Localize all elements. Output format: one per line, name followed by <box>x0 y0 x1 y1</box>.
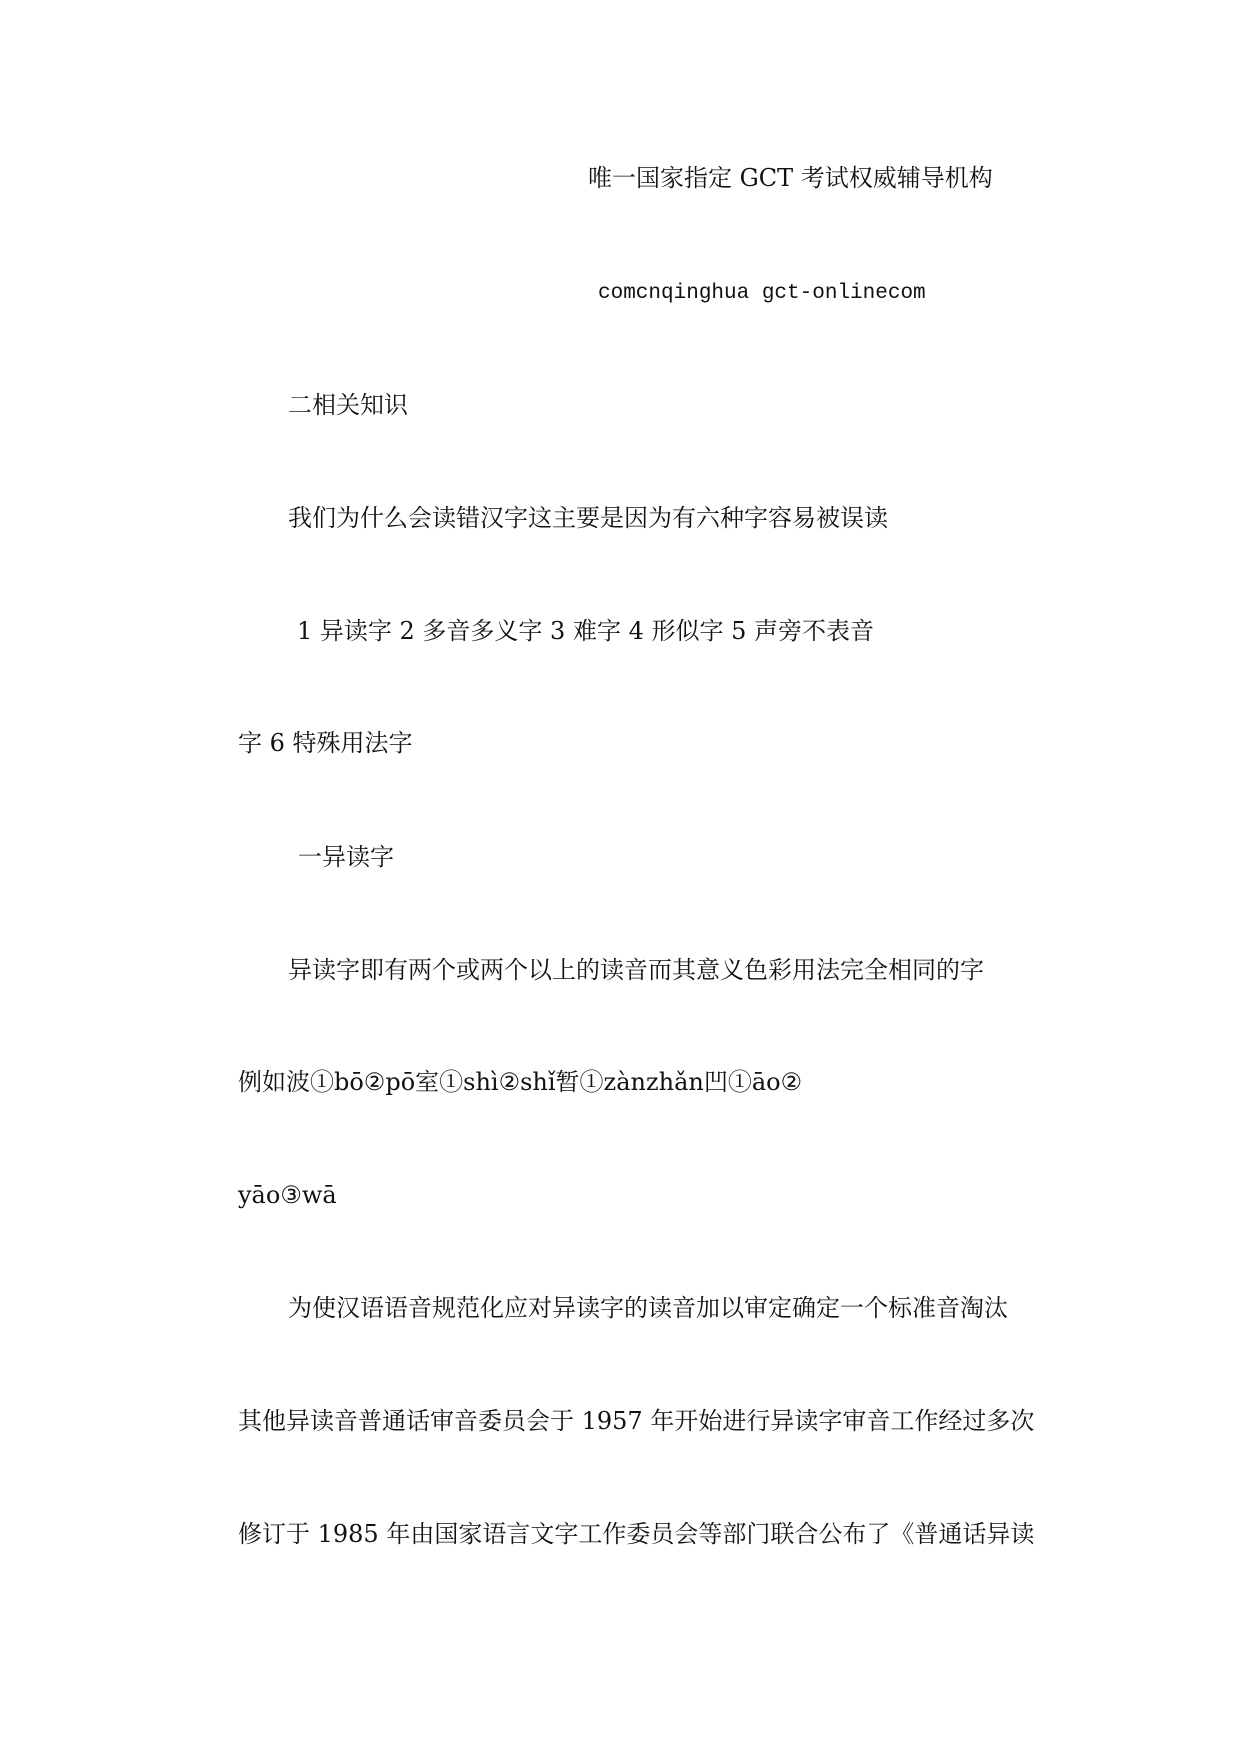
section-heading-related-knowledge: 二相关知识 <box>288 391 408 419</box>
definition-paragraph: 异读字即有两个或两个以上的读音而其意义色彩用法完全相同的字 <box>288 956 984 984</box>
standardization-paragraph-line-2: 其他异读音普通话审音委员会于 1957 年开始进行异读字审音工作经过多次 <box>238 1407 1035 1435</box>
category-list-line-2: 字 6 特殊用法字 <box>238 729 413 757</box>
standardization-paragraph-line-3: 修订于 1985 年由国家语言文字工作委员会等部门联合公布了《普通话异读 <box>238 1520 1035 1548</box>
example-line-2: yāo③wā <box>238 1181 337 1209</box>
section-heading-variant-readings: 一异读字 <box>298 843 394 871</box>
intro-paragraph: 我们为什么会读错汉字这主要是因为有六种字容易被误读 <box>288 504 888 532</box>
standardization-paragraph-line-1: 为使汉语语音规范化应对异读字的读音加以审定确定一个标准音淘汰 <box>288 1294 1008 1322</box>
header-title: 唯一国家指定 GCT 考试权威辅导机构 <box>588 164 993 192</box>
header-url: comcnqinghua gct-onlinecom <box>598 282 926 305</box>
example-line-1: 例如波①bō②pō室①shì②shǐ暂①zànzhǎn凹①āo② <box>238 1068 803 1096</box>
category-list-line-1: 1 异读字 2 多音多义字 3 难字 4 形似字 5 声旁不表音 <box>297 617 875 645</box>
